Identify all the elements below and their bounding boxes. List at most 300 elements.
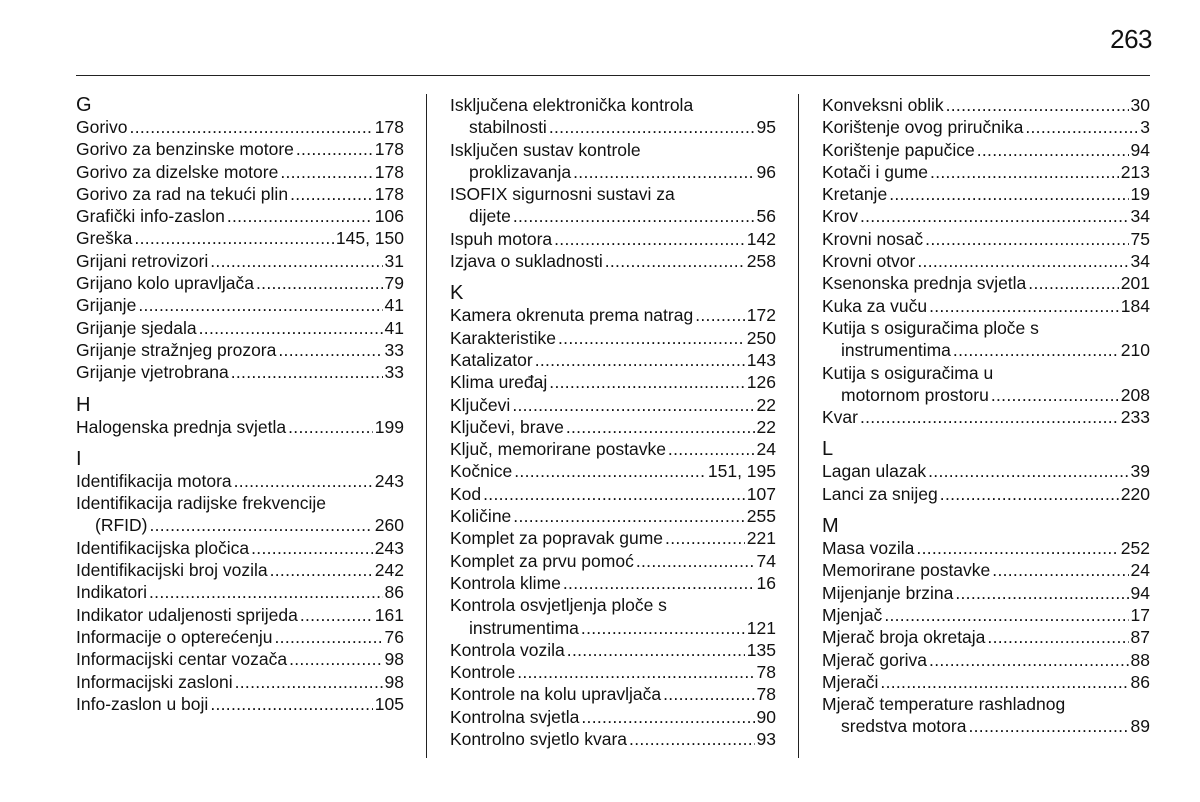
index-entry-page: 178 <box>374 183 404 204</box>
dot-leader <box>210 250 382 272</box>
index-entry-page: 30 <box>1130 95 1150 115</box>
page-number: 263 <box>1110 24 1152 54</box>
dot-leader <box>290 183 373 205</box>
index-entry-term: Korištenje ovog priručnika <box>822 117 1024 138</box>
dot-leader <box>549 116 755 138</box>
index-entry-page: 126 <box>746 372 776 393</box>
index-entry-term: Kutija s osiguračima ploče s <box>822 317 1039 338</box>
index-entry <box>450 183 776 228</box>
index-entry-page: 199 <box>374 416 404 437</box>
index-entry-page: 33 <box>384 362 404 383</box>
dot-leader <box>955 582 1128 604</box>
index-entry <box>76 339 404 361</box>
dot-leader <box>270 559 373 581</box>
index-entry-page: 161 <box>374 604 404 625</box>
section-heading: H <box>76 393 91 416</box>
index-entry-page: 39 <box>1130 461 1150 482</box>
index-entry <box>76 537 404 559</box>
index-entry-page: 86 <box>384 582 404 603</box>
index-entry <box>76 693 404 715</box>
index-entry-page: 41 <box>384 295 404 316</box>
dot-leader <box>149 581 383 603</box>
index-entry-term: Katalizator <box>450 349 533 370</box>
dot-leader <box>880 671 1128 693</box>
dot-leader <box>558 327 745 349</box>
index-entry-page: 210 <box>1120 340 1150 361</box>
index-entry-page: 213 <box>1120 161 1150 182</box>
index-entry-term: Količine <box>450 506 512 527</box>
dot-leader <box>929 295 1119 317</box>
dot-leader <box>925 228 1128 250</box>
index-entry-term: Kuka za vuču <box>822 295 928 316</box>
index-entry-term: Komplet za popravak gume <box>450 528 664 549</box>
index-entry-page: 143 <box>746 349 776 370</box>
index-entry-page: 151, 195 <box>707 461 776 482</box>
dot-leader <box>929 649 1128 671</box>
index-entry <box>450 460 776 482</box>
index-entry-term: Greška <box>76 228 133 249</box>
index-entry-term: Mjerač goriva <box>822 649 928 670</box>
index-entry-page: 255 <box>746 506 776 527</box>
dot-leader <box>549 371 745 393</box>
index-entry-term-continued: proklizavanja <box>469 161 572 182</box>
index-entry-page: 243 <box>374 470 404 491</box>
index-entry <box>76 205 404 227</box>
index-column-1 <box>76 94 404 715</box>
section-heading: M <box>822 515 839 538</box>
index-entry <box>450 639 776 661</box>
index-entry <box>76 492 404 537</box>
dot-leader <box>300 604 373 626</box>
index-entry-page: 74 <box>756 550 776 571</box>
index-entry-term: Masa vozila <box>822 538 915 559</box>
index-entry <box>76 294 404 316</box>
index-entry-page: 79 <box>384 273 404 294</box>
index-entry <box>450 483 776 505</box>
index-entry <box>76 272 404 294</box>
index-entry-term: Grijanje sjedala <box>76 317 197 338</box>
index-entry-page: 242 <box>374 560 404 581</box>
index-entry-term: Identifikacijska pločica <box>76 537 250 558</box>
index-entry <box>822 406 1150 428</box>
index-entry-term: Mjerači <box>822 671 879 692</box>
index-entry-term: Mijenjanje brzina <box>822 582 954 603</box>
index-entry-page: 145, 150 <box>335 228 404 249</box>
index-entry-term: Halogenska prednja svjetla <box>76 416 287 437</box>
index-entry <box>450 228 776 250</box>
index-entry <box>76 626 404 648</box>
dot-leader <box>860 406 1119 428</box>
dot-leader <box>256 272 383 294</box>
index-entry <box>450 661 776 683</box>
index-entry-term: Informacijski zasloni <box>76 671 233 692</box>
dot-leader <box>483 483 745 505</box>
index-entry <box>822 116 1150 138</box>
index-entry <box>450 94 776 139</box>
index-entry <box>76 361 404 383</box>
section-heading: L <box>822 438 834 461</box>
dot-leader <box>605 250 745 272</box>
index-entry <box>450 594 776 639</box>
index-entry-term: Identifikacijski broj vozila <box>76 560 268 581</box>
index-entry-term-continued: instrumentima <box>841 340 951 361</box>
index-entry <box>822 626 1150 648</box>
index-entry-term: Kontrole <box>450 662 516 683</box>
index-entry <box>450 438 776 460</box>
index-entry-page: 172 <box>746 305 776 326</box>
dot-leader <box>289 648 382 670</box>
index-entry <box>822 671 1150 693</box>
index-entry-page: 31 <box>384 250 404 271</box>
index-entry-term: Kontrole na kolu upravljača <box>450 684 662 705</box>
index-entry <box>822 161 1150 183</box>
dot-leader <box>987 626 1128 648</box>
section-heading: K <box>450 282 464 305</box>
dot-leader <box>554 228 745 250</box>
dot-leader <box>199 317 383 339</box>
index-entry-page: 16 <box>756 572 776 593</box>
index-entry-page: 19 <box>1130 184 1150 205</box>
index-entry-page: 89 <box>1130 716 1150 737</box>
index-entry-term: Gorivo za dizelske motore <box>76 161 279 182</box>
dot-leader <box>234 470 373 492</box>
index-entry-page: 98 <box>384 649 404 670</box>
index-entry <box>822 649 1150 671</box>
dot-leader <box>1025 116 1138 138</box>
index-entry-term-continued: motornom prostoru <box>841 384 989 405</box>
index-entry-term: Grijanje stražnjeg prozora <box>76 339 277 360</box>
dot-leader <box>513 205 755 227</box>
index-entry-term: Konveksni oblik <box>822 95 944 115</box>
index-entry <box>450 550 776 572</box>
index-entry-page: 87 <box>1130 627 1150 648</box>
index-entry <box>822 205 1150 227</box>
index-entry <box>822 250 1150 272</box>
index-entry-page: 41 <box>384 317 404 338</box>
index-entry-term: Memorirane postavke <box>822 560 991 581</box>
dot-leader <box>940 483 1119 505</box>
dot-leader <box>968 715 1128 737</box>
dot-leader <box>928 460 1128 482</box>
index-entry <box>822 317 1150 362</box>
index-entry <box>822 582 1150 604</box>
dot-leader <box>288 416 373 438</box>
index-entry <box>76 604 404 626</box>
index-entry <box>76 138 404 160</box>
index-entry-page: 142 <box>746 228 776 249</box>
dot-leader <box>946 94 1129 116</box>
index-entry-term: Identifikacija radijske frekvencije <box>76 493 326 514</box>
index-entry-page: 106 <box>374 206 404 227</box>
dot-leader <box>581 706 754 728</box>
index-entry-page: 250 <box>746 327 776 348</box>
index-entry-term: Kod <box>450 483 482 504</box>
dot-leader <box>514 460 706 482</box>
index-entry-term: Isključena elektronička kontrola <box>450 95 694 115</box>
index-entry <box>76 161 404 183</box>
index-entry-term: Grafički info-zaslon <box>76 206 225 227</box>
index-entry <box>450 304 776 326</box>
index-entry-page: 33 <box>384 339 404 360</box>
index-entry <box>450 728 776 750</box>
dot-leader <box>629 728 754 750</box>
index-entry <box>450 527 776 549</box>
index-entry <box>450 416 776 438</box>
index-entry <box>822 483 1150 505</box>
index-entry-term: Isključen sustav kontrole <box>450 139 641 160</box>
index-entry <box>450 706 776 728</box>
index-entry-page: 107 <box>746 483 776 504</box>
dot-leader <box>573 161 754 183</box>
dot-leader <box>884 604 1128 626</box>
dot-leader <box>889 183 1128 205</box>
index-entry-term: Mjenjač <box>822 604 883 625</box>
index-entry-page: 94 <box>1130 139 1150 160</box>
index-entry-page: 258 <box>746 251 776 272</box>
index-entry-term: Kontrola vozila <box>450 639 565 660</box>
index-entry-page: 86 <box>1130 671 1150 692</box>
index-entry-page: 94 <box>1130 582 1150 603</box>
index-entry <box>822 139 1150 161</box>
dot-leader <box>251 537 373 559</box>
index-entry-term-continued: stabilnosti <box>469 117 547 138</box>
index-entry-page: 260 <box>374 515 404 536</box>
index-entry-term: Lanci za snijeg <box>822 483 938 504</box>
index-entry-page: 22 <box>756 416 776 437</box>
index-entry <box>450 349 776 371</box>
index-entry <box>76 470 404 492</box>
index-entry <box>450 250 776 272</box>
index-entry <box>450 371 776 393</box>
dot-leader <box>860 205 1129 227</box>
index-entry <box>76 317 404 339</box>
index-entry <box>450 683 776 705</box>
index-entry-page: 178 <box>374 139 404 160</box>
dot-leader <box>916 537 1118 559</box>
index-entry <box>822 460 1150 482</box>
dot-leader <box>235 671 383 693</box>
index-entry-term: Kontrola osvjetljenja ploče s <box>450 595 667 616</box>
dot-leader <box>991 384 1119 406</box>
index-entry-term: Grijanje <box>76 295 137 316</box>
index-entry-page: 243 <box>374 537 404 558</box>
dot-leader <box>517 661 754 683</box>
index-entry <box>822 272 1150 294</box>
index-entry-term: Informacije o opterećenju <box>76 626 273 647</box>
index-entry-page: 75 <box>1130 228 1150 249</box>
index-entry <box>450 139 776 184</box>
index-entry <box>76 416 404 438</box>
index-entry-term: Komplet za prvu pomoć <box>450 550 634 571</box>
index-entry-page: 56 <box>756 206 776 227</box>
index-entry <box>76 116 404 138</box>
dot-leader <box>665 527 745 549</box>
dot-leader <box>563 572 755 594</box>
index-entry-term: Gorivo za benzinske motore <box>76 139 294 160</box>
dot-leader <box>668 438 755 460</box>
index-entry-term-continued: dijete <box>469 206 511 227</box>
index-entry-term: Kvar <box>822 407 858 428</box>
dot-leader <box>581 617 745 639</box>
index-entry-term: Ispuh motora <box>450 228 553 249</box>
index-entry-page: 78 <box>756 684 776 705</box>
dot-leader <box>636 550 755 572</box>
index-entry-term: Kotači i gume <box>822 161 929 182</box>
dot-leader <box>513 505 745 527</box>
index-entry <box>822 94 1150 116</box>
index-entry-page: 252 <box>1120 538 1150 559</box>
index-entry <box>76 559 404 581</box>
index-entry-page: 221 <box>746 528 776 549</box>
index-entry <box>450 327 776 349</box>
dot-leader <box>992 559 1128 581</box>
dot-leader <box>278 339 382 361</box>
index-entry <box>76 581 404 603</box>
index-entry-term: Kočnice <box>450 461 513 482</box>
index-entry-page: 34 <box>1130 251 1150 272</box>
index-entry-term: Kretanje <box>822 184 888 205</box>
column-divider-1 <box>426 94 427 758</box>
index-entry-page: 135 <box>746 639 776 660</box>
index-entry <box>450 572 776 594</box>
index-entry-term: Korištenje papučice <box>822 139 975 160</box>
dot-leader <box>566 416 755 438</box>
dot-leader <box>917 250 1128 272</box>
index-entry-term: Krovni nosač <box>822 228 924 249</box>
index-entry-term-continued: (RFID) <box>95 515 148 536</box>
index-entry-term: ISOFIX sigurnosni sustavi za <box>450 184 675 205</box>
dot-leader <box>695 304 745 326</box>
index-entry-page: 121 <box>746 617 776 638</box>
index-entry-term: Mjerač broja okretaja <box>822 627 986 648</box>
index-entry <box>450 394 776 416</box>
index-column-2 <box>450 94 776 750</box>
index-entry-term: Grijano kolo upravljača <box>76 273 255 294</box>
index-entry-page: 96 <box>756 161 776 182</box>
index-entry-term: Lagan ulazak <box>822 461 927 482</box>
index-entry <box>76 648 404 670</box>
index-entry-term: Informacijski centar vozača <box>76 649 288 670</box>
index-entry <box>76 671 404 693</box>
index-entry-page: 184 <box>1120 295 1150 316</box>
dot-leader <box>930 161 1119 183</box>
index-entry-page: 93 <box>756 729 776 750</box>
index-entry <box>76 250 404 272</box>
dot-leader <box>227 205 373 227</box>
dot-leader <box>663 683 754 705</box>
index-entry-page: 22 <box>756 394 776 415</box>
index-entry-term: Ključevi, brave <box>450 416 564 437</box>
dot-leader <box>280 161 372 183</box>
index-entry <box>450 505 776 527</box>
dot-leader <box>210 693 372 715</box>
index-entry-term: Ključ, memorirane postavke <box>450 439 666 460</box>
index-entry <box>822 183 1150 205</box>
index-entry-page: 178 <box>374 161 404 182</box>
index-entry-term: Kamera okrenuta prema natrag <box>450 305 694 326</box>
index-entry <box>822 362 1150 407</box>
index-entry-page: 34 <box>1130 206 1150 227</box>
index-entry-page: 95 <box>756 117 776 138</box>
index-entry-term-continued: instrumentima <box>469 617 579 638</box>
index-entry-term: Indikator udaljenosti sprijeda <box>76 604 298 625</box>
index-entry-term: Mjerač temperature rashladnog <box>822 694 1066 715</box>
index-entry <box>822 604 1150 626</box>
index-entry <box>822 537 1150 559</box>
index-entry-page: 76 <box>384 626 404 647</box>
index-entry-term: Gorivo za rad na tekući plin <box>76 183 289 204</box>
index-entry-term: Ksenonska prednja svjetla <box>822 273 1027 294</box>
index-entry-term: Info-zaslon u boji <box>76 693 209 714</box>
index-entry <box>822 295 1150 317</box>
index-entry-term: Gorivo <box>76 117 128 137</box>
index-entry-term: Indikatori <box>76 582 148 603</box>
index-entry-term: Kontrolna svjetla <box>450 706 580 727</box>
column-divider-2 <box>798 94 799 758</box>
index-entry-page: 208 <box>1120 384 1150 405</box>
index-entry-term: Ključevi <box>450 394 511 415</box>
dot-leader <box>1028 272 1119 294</box>
index-entry-term: Kontrolno svjetlo kvara <box>450 729 628 750</box>
dot-leader <box>149 514 372 536</box>
dot-leader <box>567 639 745 661</box>
index-entry-page: 105 <box>374 693 404 714</box>
index-column-3 <box>822 94 1150 738</box>
dot-leader <box>275 626 383 648</box>
index-entry-term: Grijanje vjetrobrana <box>76 362 229 383</box>
index-entry-page: 24 <box>756 439 776 460</box>
index-entry <box>76 227 404 249</box>
index-entry-term: Karakteristike <box>450 327 557 348</box>
index-entry-page: 78 <box>756 662 776 683</box>
index-entry <box>76 183 404 205</box>
index-entry <box>822 228 1150 250</box>
section-heading: I <box>76 447 82 470</box>
dot-leader <box>130 116 373 138</box>
index-entry-page: 220 <box>1120 483 1150 504</box>
index-entry-term: Identifikacija motora <box>76 470 232 491</box>
index-entry-term: Klima uređaj <box>450 372 548 393</box>
index-entry-term: Kutija s osiguračima u <box>822 362 994 383</box>
dot-leader <box>977 139 1129 161</box>
header-rule <box>76 75 1150 76</box>
index-entry-page: 178 <box>374 117 404 137</box>
index-entry-page: 3 <box>1140 117 1150 138</box>
section-heading: G <box>76 94 92 116</box>
dot-leader <box>138 294 382 316</box>
index-entry <box>822 693 1150 738</box>
index-entry-page: 233 <box>1120 407 1150 428</box>
dot-leader <box>535 349 745 371</box>
dot-leader <box>512 394 754 416</box>
index-entry-term: Kontrola klime <box>450 572 561 593</box>
index-entry-page: 17 <box>1130 604 1150 625</box>
dot-leader <box>231 361 383 383</box>
index-entry-page: 90 <box>756 706 776 727</box>
index-entry-term: Krovni otvor <box>822 251 916 272</box>
dot-leader <box>134 227 333 249</box>
dot-leader <box>953 339 1119 361</box>
index-entry-term: Grijani retrovizori <box>76 250 209 271</box>
index-entry-page: 88 <box>1130 649 1150 670</box>
index-entry-term: Krov <box>822 206 858 227</box>
index-entry-page: 24 <box>1130 560 1150 581</box>
index-entry <box>822 559 1150 581</box>
index-entry-page: 201 <box>1120 273 1150 294</box>
dot-leader <box>296 138 373 160</box>
index-entry-term-continued: sredstva motora <box>841 716 967 737</box>
index-entry-page: 98 <box>384 671 404 692</box>
